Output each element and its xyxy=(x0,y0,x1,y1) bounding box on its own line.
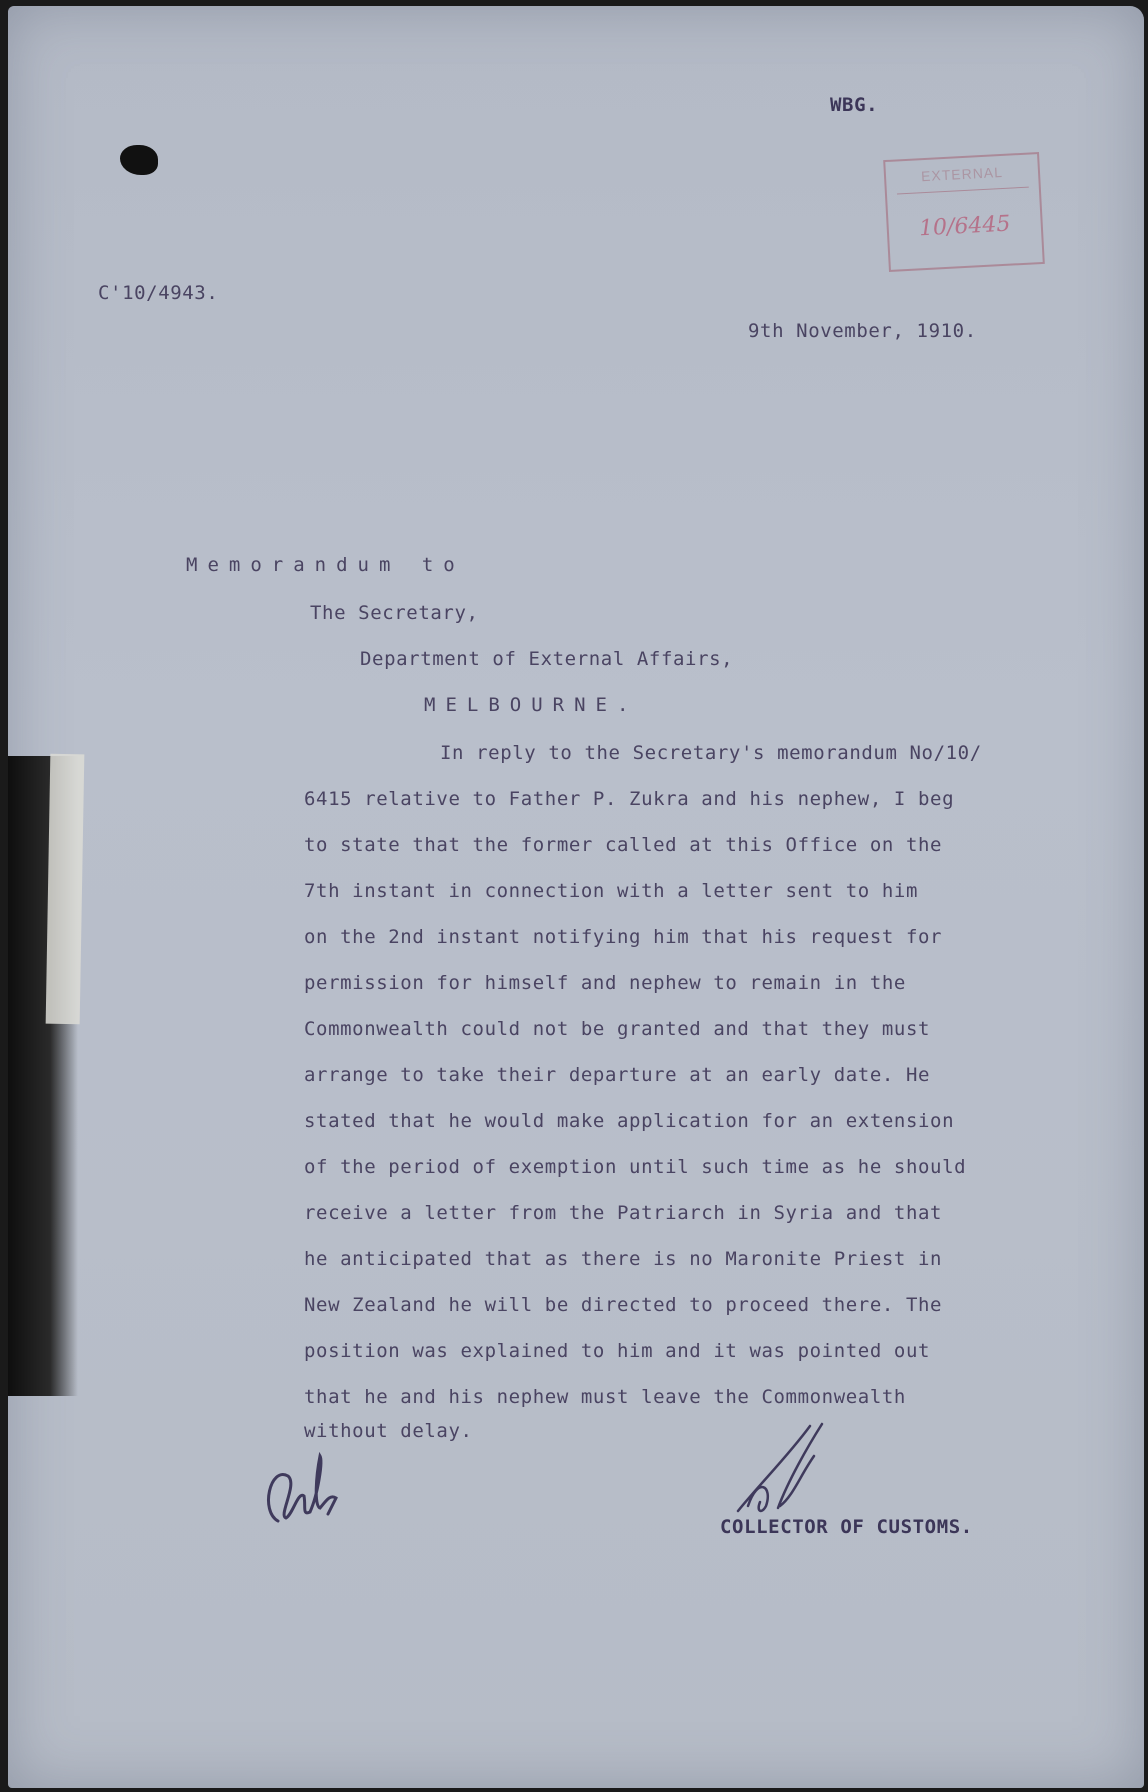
stamp-number: 10/6445 xyxy=(918,211,1012,242)
body-line: to state that the former called at this Office on the xyxy=(304,834,943,856)
initials-signature xyxy=(248,1446,348,1536)
collector-signature xyxy=(718,1416,838,1526)
body-line: 7th instant in connection with a letter sent to him xyxy=(304,880,918,902)
body-line: he anticipated that as there is no Maronite Priest in xyxy=(304,1248,943,1270)
department: Department of External Affairs, xyxy=(360,648,734,670)
initials: WBG. xyxy=(830,94,879,116)
memo-heading: Memorandum to xyxy=(186,554,465,576)
received-stamp xyxy=(883,152,1045,272)
signature-title: COLLECTOR OF CUSTOMS. xyxy=(720,1516,973,1538)
body-line: permission for himself and nephew to remain in the xyxy=(304,972,906,994)
body-line: that he and his nephew must leave the Commonwealth xyxy=(304,1386,906,1408)
body-line: receive a letter from the Patriarch in Syria and that xyxy=(304,1202,943,1224)
body-line: New Zealand he will be directed to proceed there. The xyxy=(304,1294,943,1316)
reference-number: C'10/4943. xyxy=(98,282,219,304)
body-line: of the period of exemption until such time as he should xyxy=(304,1156,967,1178)
body-line: Commonwealth could not be granted and that they must xyxy=(304,1018,931,1040)
body-line: 6415 relative to Father P. Zukra and his nephew, I beg xyxy=(304,788,955,810)
stamp-label: EXTERNAL xyxy=(920,163,1004,185)
body-line: arrange to take their departure at an early date. He xyxy=(304,1064,931,1086)
tape-strip xyxy=(46,754,85,1025)
body-line: position was explained to him and it was pointed out xyxy=(304,1340,931,1362)
city: MELBOURNE. xyxy=(424,694,639,716)
document-page xyxy=(8,6,1144,1788)
body-line: stated that he would make application for an extension xyxy=(304,1110,955,1132)
punch-hole xyxy=(120,145,158,175)
body-line: without delay. xyxy=(304,1420,473,1442)
recipient: The Secretary, xyxy=(310,602,479,624)
letter-date: 9th November, 1910. xyxy=(748,320,977,342)
body-line: on the 2nd instant notifying him that his request for xyxy=(304,926,943,948)
body-line: In reply to the Secretary's memorandum No/10/ xyxy=(440,742,982,764)
